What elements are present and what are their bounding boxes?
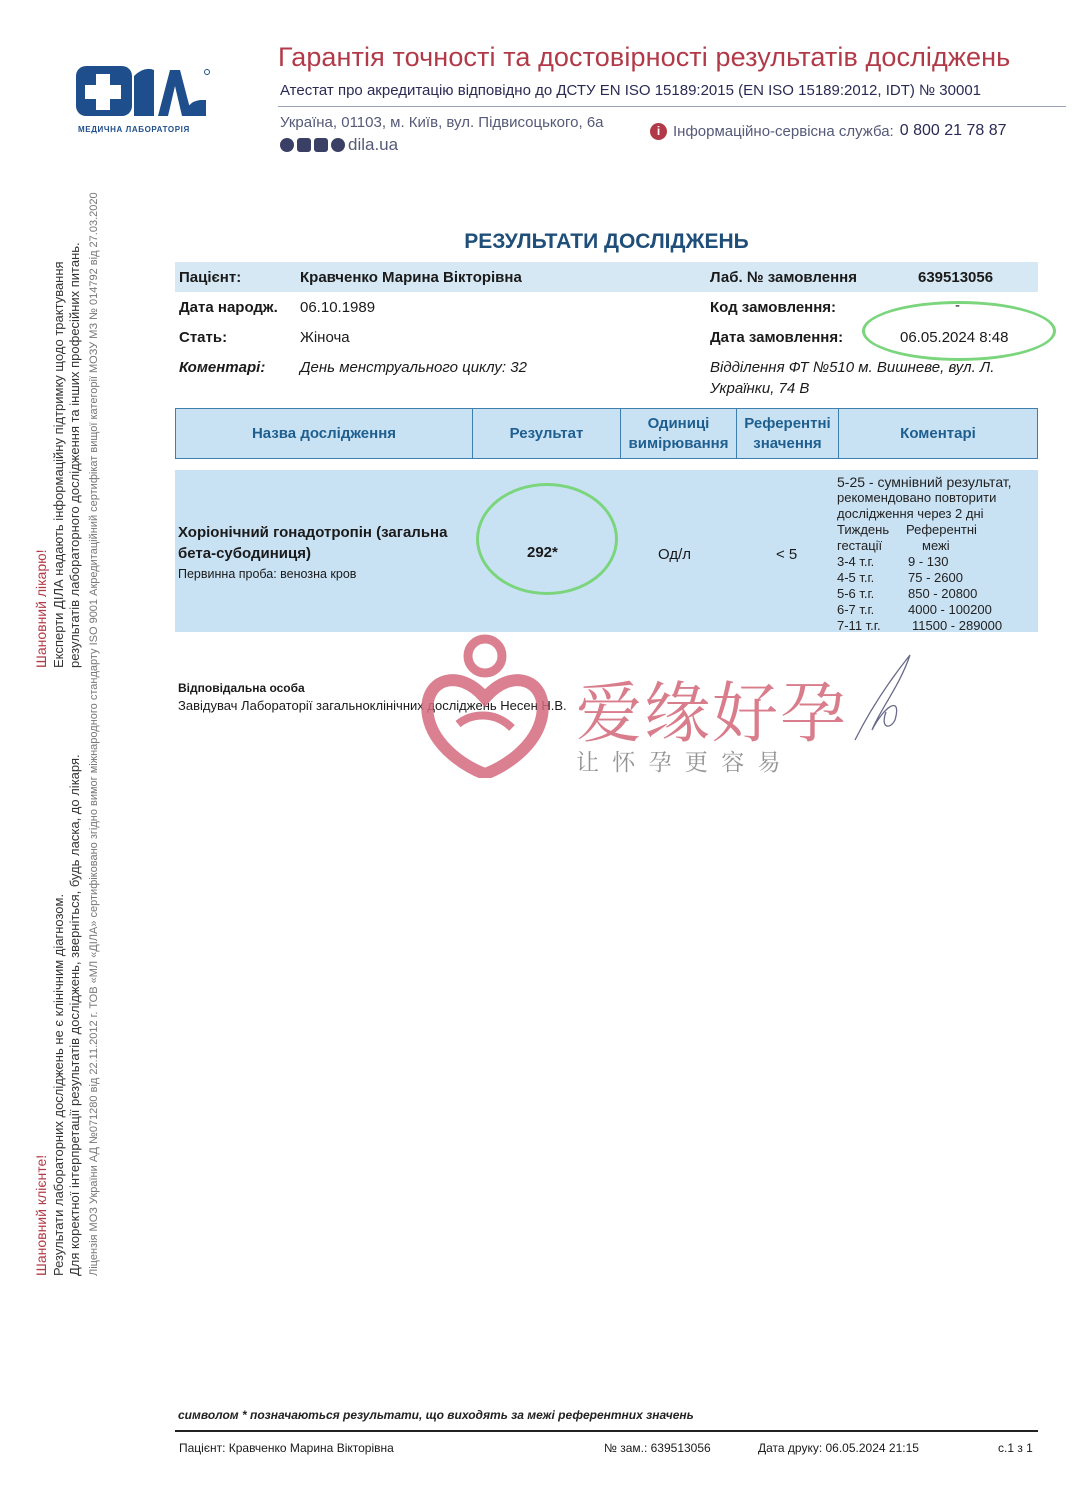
order-date-label: Дата замовлення:: [710, 329, 844, 346]
watermark-heart-logo: [418, 628, 553, 778]
ref-week: 3-4 т.г.: [837, 554, 875, 569]
test-name-line1: Хоріонічний гонадотропін (загальна: [178, 524, 448, 541]
facebook-icon[interactable]: [297, 138, 311, 152]
ref-table-row: [837, 570, 1037, 586]
telegram-icon[interactable]: [331, 138, 345, 152]
side-doctor-line2: результатів лабораторного дослідження та інших професійних питань.: [67, 242, 82, 668]
header-divider: [278, 106, 1066, 107]
ref-range: 4000 - 100200: [908, 602, 992, 617]
side-license: Ліцензія МОЗ України АД №071280 від 22.11.2012 г. ТОВ «МЛ «ДІЛА» сертифіковано згідно вимог міжнародного стандарту ISO 9001 Акредитаційний сертифікат вищої категорії МОЗУ МЗ № 014792 від 27.03.2020: [88, 192, 100, 1276]
dila-logo: [74, 62, 214, 142]
ref-week: 6-7 т.г.: [837, 602, 875, 617]
sex-value: Жіноча: [300, 329, 350, 346]
ref-table-row: [837, 602, 1037, 618]
side-doctor-line1: Експерти ДІЛА надають інформаційну підтримку щодо трактування: [51, 261, 66, 668]
side-client-title: Шановний клієнте!: [33, 1154, 49, 1276]
col-test-name: Назва дослідження: [176, 409, 473, 458]
ref-week: 4-5 т.г.: [837, 570, 875, 585]
info-icon: i: [650, 123, 667, 140]
header-title: Гарантія точності та достовірності результатів досліджень: [278, 42, 1011, 72]
results-title: РЕЗУЛЬТАТИ ДОСЛІДЖЕНЬ: [464, 230, 749, 253]
ref-table-head: [837, 538, 1037, 554]
result-highlight-circle: [476, 483, 618, 595]
date-highlight-circle: [862, 301, 1056, 361]
comment-text: [837, 474, 1012, 522]
order-no-label: Лаб. № замовлення: [710, 269, 857, 286]
ref-head-week: Тиждень: [837, 522, 890, 537]
test-name-line2: бета-субодиниця): [178, 545, 312, 562]
comment-line: рекомендовано повторити: [837, 490, 997, 505]
sample-type: Первинна проба: венозна кров: [178, 567, 357, 581]
col-comments: Коментарі: [900, 424, 976, 442]
globe-icon[interactable]: [280, 138, 294, 152]
result-value: 292*: [527, 544, 558, 561]
ref-range: 75 - 2600: [908, 570, 963, 585]
order-code-label: Код замовлення:: [710, 299, 837, 316]
signature: [850, 650, 920, 750]
ref-table-row: [837, 586, 1037, 602]
order-code-value: -: [955, 297, 960, 314]
results-table-header: [175, 408, 1038, 459]
side-client-line1: Результати лабораторних досліджень не є клінічним діагнозом.: [51, 893, 66, 1276]
reference-value: < 5: [776, 546, 798, 563]
lab-address: Україна, 01103, м. Київ, вул. Підвисоцького, 6а: [280, 114, 604, 131]
comment-line: дослідження через 2 дні: [837, 506, 984, 521]
logo-subtext: МЕДИЧНА ЛАБОРАТОРІЯ: [78, 125, 190, 134]
responsible-value: Завідувач Лабораторії загальноклінічних досліджень Несен Н.В.: [178, 698, 567, 713]
side-doctor-title: Шановний лікарю!: [33, 549, 49, 668]
ref-range: 850 - 20800: [908, 586, 978, 601]
accreditation-text: Атестат про акредитацію відповідно до ДСТУ EN ISO 15189:2015 (EN ISO 15189:2012, IDT) № 30001: [280, 82, 982, 99]
responsible-label: Відповідальна особа: [178, 681, 305, 695]
ref-week: 7-11 т.г.: [837, 618, 881, 633]
info-phone[interactable]: 0 800 21 78 87: [899, 122, 1007, 139]
footer-patient: Пацієнт: Кравченко Марина Вікторівна: [179, 1441, 394, 1455]
dob-value: 06.10.1989: [300, 299, 376, 316]
branch-line2: Українки, 74 В: [710, 380, 810, 397]
footer-page: с.1 з 1: [998, 1441, 1033, 1455]
watermark-sub-text: 让 怀 孕 更 容 易: [576, 750, 784, 776]
ref-table-row: [837, 618, 1037, 634]
patient-name: Кравченко Марина Вікторівна: [300, 269, 522, 286]
col-units: [621, 409, 737, 458]
info-service: [650, 122, 1006, 140]
website-link[interactable]: dila.ua: [348, 135, 399, 154]
col-ref-line1: Референтні: [744, 414, 831, 432]
comment-line: 5-25 - сумнівний результат,: [837, 474, 1012, 490]
instagram-icon[interactable]: [314, 138, 328, 152]
side-client-line2: Для коректної інтерпретації результатів досліджень, зверніться, будь ласка, до лікаря.: [67, 754, 82, 1276]
gestation-ref-table: [837, 522, 1037, 634]
order-date-value: 06.05.2024 8:48: [900, 329, 1009, 346]
col-units-line2: вимірювання: [628, 434, 729, 452]
order-no-value: 639513056: [918, 269, 994, 286]
col-ref-line2: значення: [753, 434, 822, 452]
col-result: Результат: [473, 409, 621, 458]
footer-order: № зам.: 639513056: [604, 1441, 711, 1455]
web-links: [280, 135, 398, 155]
footer-print-date: Дата друку: 06.05.2024 21:15: [758, 1441, 919, 1455]
patient-label: Пацієнт:: [179, 269, 242, 286]
footer-divider: [175, 1430, 1038, 1432]
ref-range: 9 - 130: [908, 554, 949, 569]
ref-head-limits: Референтні: [906, 522, 977, 537]
col-reference: [737, 409, 839, 458]
ref-table-head: [837, 522, 1037, 538]
ref-week: 5-6 т.г.: [837, 586, 875, 601]
ref-range: 11500 - 289000: [912, 618, 1003, 633]
watermark-main-text: 爱缘好孕: [576, 675, 848, 752]
ref-head-gestation: гестації: [837, 538, 883, 553]
info-label: Інформаційно-сервісна служба:: [673, 122, 894, 140]
sex-label: Стать:: [179, 329, 228, 346]
branch-line1: Відділення ФТ №510 м. Вишневе, вул. Л.: [710, 359, 995, 376]
ref-table-row: [837, 554, 1037, 570]
dob-label: Дата народж.: [179, 299, 278, 316]
units-value: Од/л: [658, 546, 692, 563]
ref-head-bounds: межі: [922, 538, 950, 553]
comments-value: День менструального циклу: 32: [300, 359, 527, 376]
col-units-line1: Одиниці: [647, 414, 710, 432]
footnote: символом * позначаються результати, що виходять за межі референтних значень: [178, 1408, 694, 1422]
comments-label: Коментарі:: [179, 359, 266, 376]
